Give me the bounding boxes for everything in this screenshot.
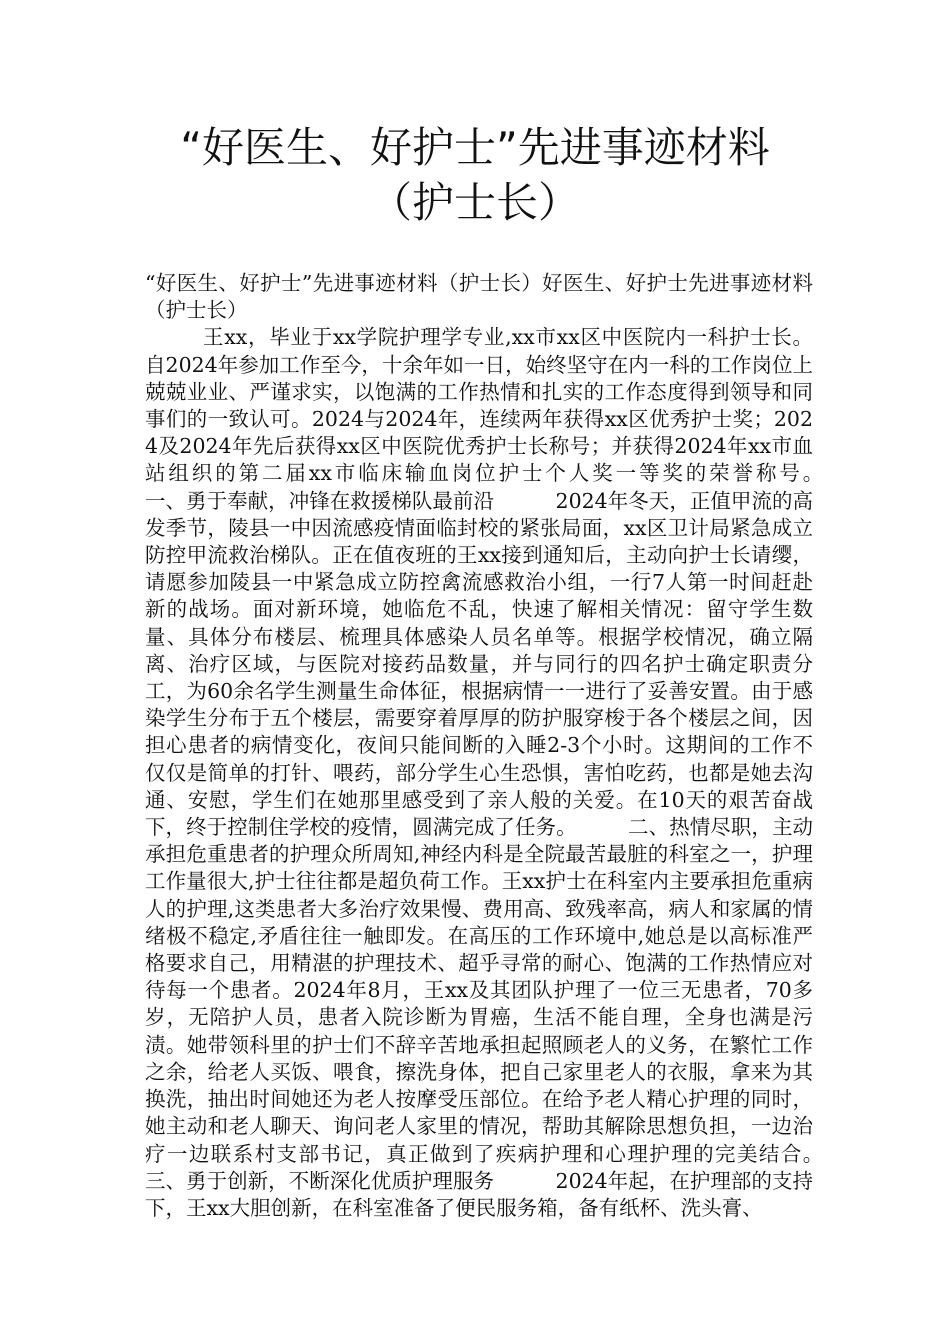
document-title: “好医生、好护士”先进事迹材料（护士长） (180, 123, 770, 227)
main-paragraph: 王xx，毕业于xx学院护理学专业,xx市xx区中医院内一科护士长。自2024年参加工作至今，十余年如一日，始终坚守在内一科的工作岗位上兢兢业业、严谨求实，以饱满的工作热情和扎实的工作态度得到领导和同事们的一致认可。2024与2024年，连续两年获得xx区优秀护士奖；2024及2024年先后获得xx区中医院优秀护士长称号；并获得2024年xx市血站组织的第二届xx市临床输血岗位护士个人奖一等奖的荣誉称号。 一、勇于奉献，冲锋在救援梯队最前沿 2024年冬天，正值甲流的高发季节，陵县一中因流感疫情面临封校的紧张局面，xx区卫计局紧急成立防控甲流救治梯队。正在值夜班的王xx接到通知后，主动向护士长请缨，请愿参加陵县一中紧急成立防控禽流感救治小组，一行7人第一时间赶赴新的战场。面对新环境，她临危不乱，快速了解相关情况：留守学生数量、具体分布楼层、梳理具体感染人员名单等。根据学校情况，确立隔离、治疗区域，与医院对接药品数量，并与同行的四名护士确定职责分工，为60余名学生测量生命体征，根据病情一一进行了妥善安置。由于感染学生分布于五个楼层，需要穿着厚厚的防护服穿梭于各个楼层之间，因担心患者的病情变化，夜间只能间断的入睡2-3个小时。这期间的工作不仅仅是简单的打针、喂药，部分学生心生恐惧，害怕吃药，也都是她去沟通、安慰，学生们在她那里感受到了亲人般的关爱。在10天的艰苦奋战下，终于控制住学校的疫情，圆满完成了任务。 二、热情尽职，主动承担危重患者的护理众所周知,神经内科是全院最苦最脏的科室之一，护理工作量很大,护士往往都是超负荷工作。王xx护士在科室内主要承担危重病人的护理,这类患者大多治疗效果慢、费用高、致残率高，病人和家属的情绪极不稳定,矛盾往往一触即发。在高压的工作环境中,她总是以高标准严格要求自己，用精湛的护理技术、超乎寻常的耐心、饱满的工作热情应对待每一个患者。2024年8月，王xx及其团队护理了一位三无患者，70多岁，无陪护人员，患者入院诊断为胃癌，生活不能自理，全身也满是污渍。她带领科里的护士们不辞辛苦地承担起照顾老人的义务，在繁忙工作之余，给老人买饭、喂食，擦洗身体，把自己家里老人的衣服，拿来为其换洗，抽出时间她还为老人按摩受压部位。在给予老人精心护理的同时，她主动和老人聊天、询问老人家里的情况，帮助其解除思想负担，一边治疗一边联系村支部书记，真正做到了疾病护理和心理护理的完美结合。 三、勇于创新，不断深化优质护理服务 2024年起，在护理部的支持下，王xx大胆创新，在科室准备了便民服务箱，备有纸杯、洗头膏、 (145, 325, 875, 1220)
document-body (145, 270, 875, 1222)
intro-paragraph: “好医生、好护士”先进事迹材料（护士长）好医生、好护士先进事迹材料（护士长） (145, 271, 813, 323)
